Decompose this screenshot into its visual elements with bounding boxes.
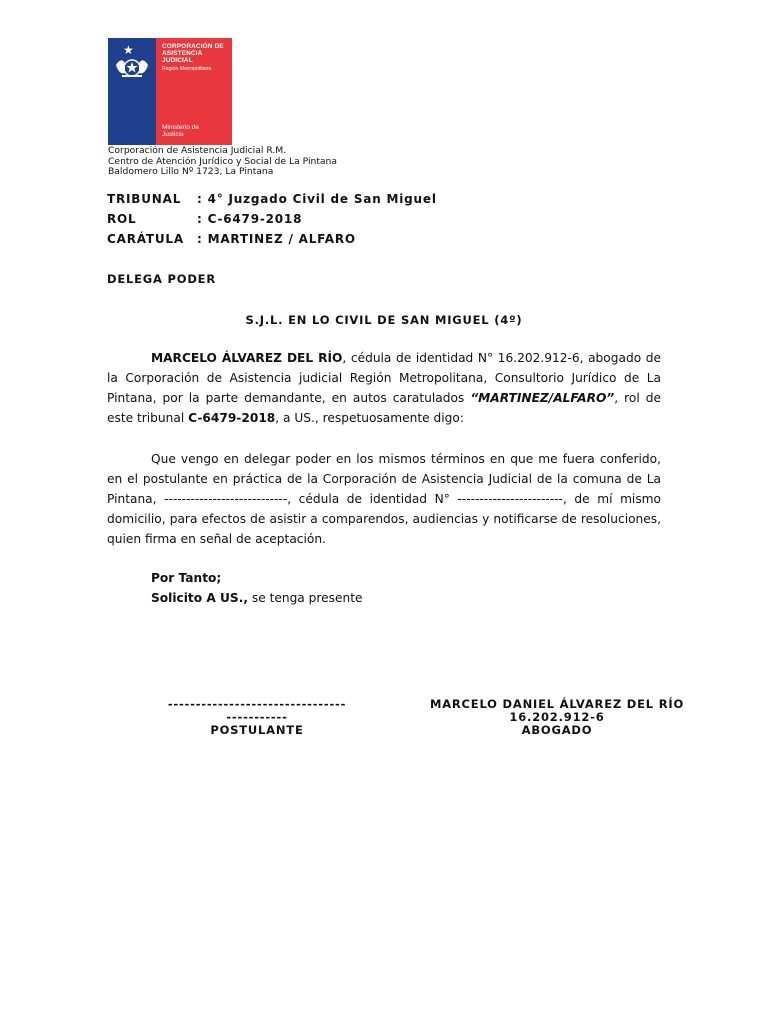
logo-ministry-line-2: Justicia	[162, 131, 184, 138]
signature-name-abogado: MARCELO DANIEL ÁLVAREZ DEL RÍO	[429, 697, 685, 711]
signature-line: --------------------------------	[167, 697, 347, 711]
header-line-3: Baldomero Lillo Nº 1723, La Pintana	[108, 166, 274, 177]
signature-postulante	[157, 698, 357, 737]
signature-id-abogado: 16.202.912-6	[509, 710, 605, 724]
meta-caratula-value: : MARTINEZ / ALFARO	[197, 232, 356, 246]
logo-line-1: CORPORACIÓN DE	[162, 43, 224, 50]
paragraph-1-text-c: , a US., respetuosamente digo:	[275, 411, 464, 425]
meta-tribunal-value: : 4° Juzgado Civil de San Miguel	[197, 192, 437, 206]
court-heading: S.J.L. EN LO CIVIL DE SAN MIGUEL (4º)	[245, 313, 523, 327]
header-line-1: Corporación de Asistencia Judicial R.M.	[108, 145, 287, 156]
closing-solicito-rest: se tenga presente	[247, 591, 363, 605]
meta-tribunal	[107, 192, 437, 206]
logo-red-band	[156, 38, 232, 145]
meta-rol-label: ROL	[107, 212, 137, 226]
closing-solicito-bold: Solicito A US.,	[151, 591, 248, 605]
signature-abogado	[420, 698, 694, 737]
logo-ministry-line-1: Ministerio de	[162, 124, 199, 131]
signature-line-2: -----------	[226, 710, 288, 724]
star-icon: ★	[123, 43, 134, 57]
document-subject: DELEGA PODER	[107, 272, 216, 286]
logo-line-3: JUDICIAL	[162, 57, 193, 64]
signature-role-postulante: POSTULANTE	[210, 723, 304, 737]
case-name: “MARTINEZ/ALFARO”	[470, 391, 615, 405]
meta-tribunal-label: TRIBUNAL	[107, 192, 182, 206]
header-line-2: Centro de Atención Jurídico y Social de La Pintana	[108, 156, 338, 167]
case-rol: C-6479-2018	[188, 411, 276, 425]
signature-role-abogado: ABOGADO	[521, 723, 593, 737]
lawyer-name: MARCELO ÁLVAREZ DEL RÍO	[151, 351, 343, 365]
coat-of-arms-icon	[113, 53, 151, 79]
meta-rol-value: : C-6479-2018	[197, 212, 303, 226]
logo-line-2: ASISTENCIA	[162, 50, 203, 57]
logo-region: Región Metropolitana	[162, 66, 212, 72]
meta-caratula-label: CARÁTULA	[107, 232, 184, 246]
paragraph-1-text-a: , cédula de identidad N° 16.202.912-6, abogado de la Corporación de Asistencia judicial Región Metropolitana, Consultorio Jurídico de La Pintana, por la parte demandante, en autos caratulados	[107, 351, 661, 405]
logo-ministry	[162, 124, 232, 138]
paragraph-2	[107, 449, 661, 549]
meta-rol	[107, 212, 303, 226]
logo-org-name	[162, 43, 232, 64]
paragraph-1-text-b: , rol de este tribunal	[107, 391, 661, 425]
logo-blue-band	[108, 38, 156, 145]
meta-caratula	[107, 232, 356, 246]
paragraph-1	[107, 348, 661, 428]
closing-solicito	[151, 591, 362, 605]
institution-logo	[108, 38, 232, 145]
closing-por-tanto: Por Tanto;	[151, 571, 222, 585]
paragraph-2-text: Que vengo en delegar poder en los mismos términos en que me fuera conferido, en el postulante en práctica de la Corporación de Asistencia Judicial de la comuna de La Pintana, ----------------------------, cédula de identidad N° ------------------------, de mí mismo domicilio, para efectos de asistir a comparendos, audiencias y notificarse de resoluciones, quien firma en señal de aceptación.	[107, 452, 661, 546]
